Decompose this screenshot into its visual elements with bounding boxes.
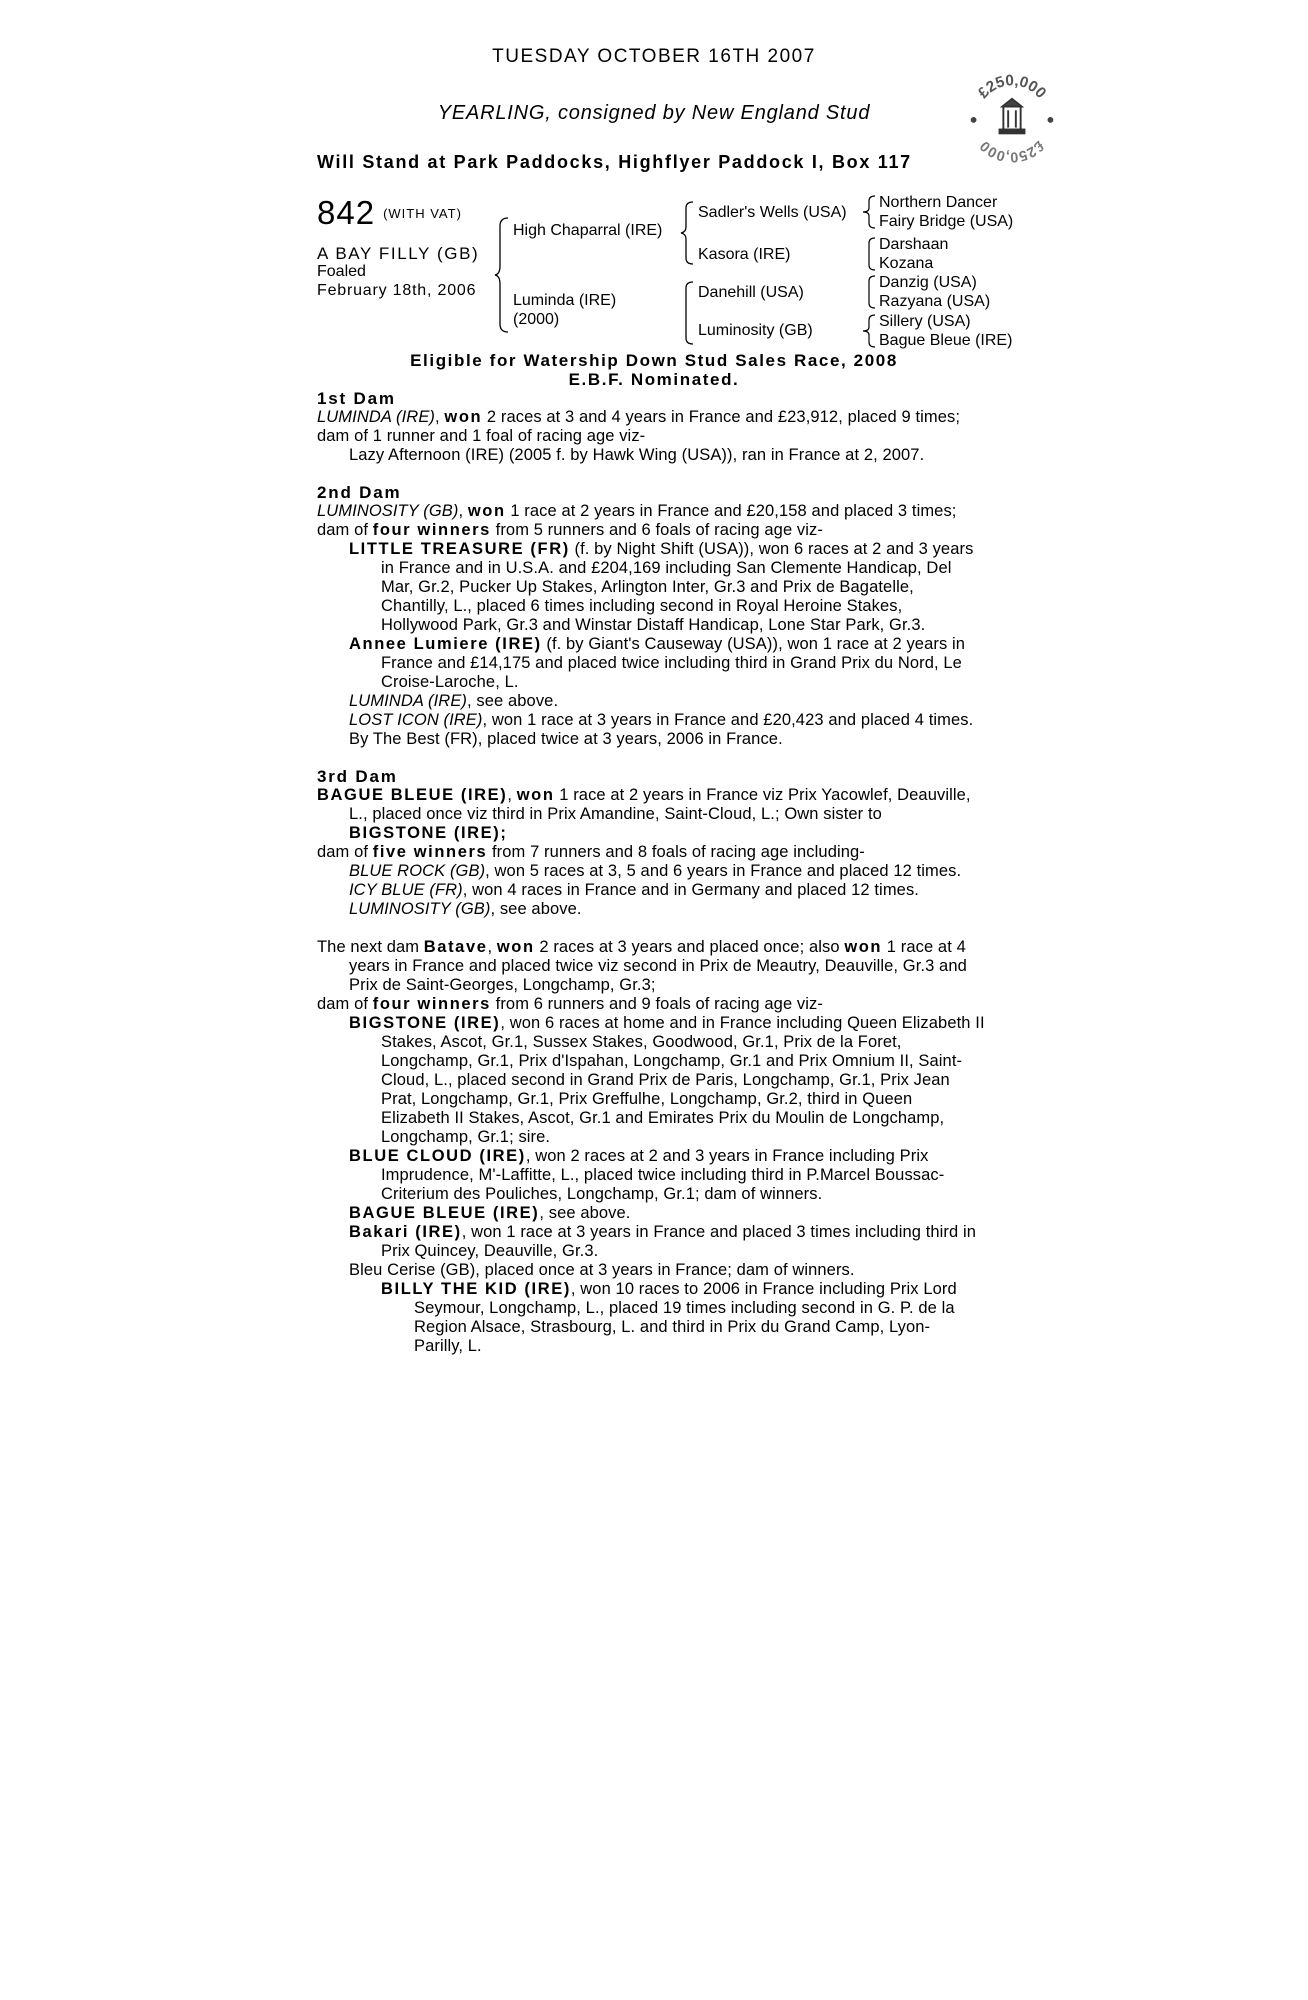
first-dam-heading: 1st Dam	[317, 389, 396, 408]
pedigree-g3-6: Razyana (USA)	[879, 293, 991, 310]
pedigree-g3-3: Darshaan	[879, 236, 949, 253]
pedigree-bracket-g3-2	[862, 236, 878, 272]
pedigree-bracket-g3-3	[862, 274, 878, 310]
pedigree-g3-1: Northern Dancer	[879, 194, 998, 211]
pedigree-g3-7: Sillery (USA)	[879, 313, 971, 330]
pedigree-g3-8: Bague Bleue (IRE)	[879, 332, 1013, 349]
produce-blue-cloud: BLUE CLOUD (IRE)	[349, 1147, 526, 1165]
stand-location: Will Stand at Park Paddocks, Highflyer Paddock I, Box 117	[317, 152, 912, 172]
produce-bigstone: BIGSTONE (IRE)	[349, 1014, 501, 1032]
lot-description: A BAY FILLY (GB)	[317, 244, 480, 263]
pedigree-bracket-dam	[679, 280, 697, 346]
pedigree-sire-sire: Sadler's Wells (USA)	[698, 204, 847, 221]
pedigree-bracket-g3-4	[862, 313, 878, 349]
third-dam-heading: 3rd Dam	[317, 767, 398, 786]
third-dam-section: 3rd Dam BAGUE BLEUE (IRE), won 1 race at 2 years in France viz Prix Yacowlef, Deauville, L., placed once viz third in Prix Amandine, Saint-Cloud, L.; Own sister to BIGSTONE (IRE); dam of five winners from 7 runners and 8 foals of racing age including- BLUE ROCK (GB), won 5 races at 3, 5 and 6 years in France and placed 12 times. ICY BLUE (FR), won 4 races in France and in Germany and placed 12 times. LUMINOSITY (GB), see above.	[317, 767, 999, 919]
svg-text:£250,000: £250,000	[977, 137, 1047, 165]
lot-number: 842	[317, 194, 376, 231]
pedigree-sire: High Chaparral (IRE)	[513, 222, 663, 239]
pedigree-dam-year: (2000)	[513, 311, 560, 328]
pedigree-dam-dam: Luminosity (GB)	[698, 322, 813, 339]
pedigree-g3-4: Kozana	[879, 255, 934, 272]
sale-date: TUESDAY OCTOBER 16TH 2007	[492, 46, 816, 67]
pedigree-bracket-sire	[679, 200, 697, 266]
consignor-line: YEARLING, consigned by New England Stud	[437, 102, 871, 124]
ebf-nomination: E.B.F. Nominated.	[568, 370, 740, 389]
svg-text:£250,000: £250,000	[974, 72, 1050, 102]
produce-bleu-cerise: Bleu Cerise (GB), placed once at 3 years in France; dam of winners.	[349, 1261, 855, 1279]
produce-billy-the-kid: BILLY THE KID (IRE)	[381, 1280, 571, 1298]
produce-bakari: Bakari (IRE)	[349, 1223, 462, 1241]
second-dam-heading: 2nd Dam	[317, 483, 402, 502]
next-dam-section: The next dam Batave, won 2 races at 3 years and placed once; also won 1 race at 4 years in France and placed twice viz second in Prix de Meautry, Deauville, Gr.3 and Prix de Saint-Georges, Longchamp, Gr.3; dam of four winners from 6 runners and 9 foals of racing age viz- BIGSTONE (IRE), won 6 races at home and in France including Queen Elizabeth II Stakes, Ascot, Gr.1, Sussex Stakes, Goodwood, Gr.1, Prix de la Foret, Longchamp, Gr.1, Prix d'Ispahan, Longchamp, Gr.1 and Prix Omnium II, Saint- Cloud, L., placed second in Grand Prix de Paris, Longchamp, Gr.1, Prix Jean Prat, Longchamp, Gr.1, Prix Greffulhe, Longchamp, Gr.2, third in Queen Elizabeth II Stakes, Ascot, Gr.1 and Emirates Prix du Moulin de Longchamp, Longchamp, Gr.1; sire. BLUE CLOUD (IRE), won 2 races at 2 and 3 years in France including Prix Imprudence, M'-Laffitte, L., placed twice including third in P.Marcel Boussac- Criterium des Pouliches, Longchamp, Gr.1; dam of winners. BAGUE BLEUE (IRE), see above. Bakari (IRE), won 1 race at 3 years in France and placed 3 times including third in Prix Quincey, Deauville, Gr.3. Bleu Cerise (GB), placed once at 3 years in France; dam of winners. BILLY THE KID (IRE), won 10 races to 2006 in France including Prix Lord Seymour, Longchamp, L., placed 19 times including second in G. P. de la Region Alsace, Strasbourg, L. and third in Prix du Grand Camp, Lyon- Parilly, L.	[317, 938, 999, 1356]
eligibility-line: Eligible for Watership Down Stud Sales Race, 2008	[410, 351, 898, 370]
first-dam-section: 1st Dam LUMINDA (IRE), won 2 races at 3 and 4 years in France and £23,912, placed 9 times; dam of 1 runner and 1 foal of racing age viz- Lazy Afternoon (IRE) (2005 f. by Hawk Wing (USA)), ran in France at 2, 2007.	[317, 389, 999, 465]
lot-number-line	[317, 194, 462, 232]
pedigree-dam-sire: Danehill (USA)	[698, 284, 804, 301]
foaled-date: February 18th, 2006	[317, 282, 477, 299]
second-dam-section: 2nd Dam LUMINOSITY (GB), won 1 race at 2 years in France and £20,158 and placed 3 times; dam of four winners from 5 runners and 6 foals of racing age viz- LITTLE TREASURE (FR) (f. by Night Shift (USA)), won 6 races at 2 and 3 years in France and in U.S.A. and £204,169 including San Clemente Handicap, Del Mar, Gr.2, Pucker Up Stakes, Arlington Inter, Gr.3 and Prix de Bagatelle, Chantilly, L., placed 6 times including second in Royal Heroine Stakes, Hollywood Park, Gr.3 and Winstar Distaff Handicap, Lone Star Park, Gr.3. Annee Lumiere (IRE) (f. by Giant's Causeway (USA)), won 1 race at 2 years in France and £14,175 and placed twice including third in Grand Prix du Nord, Le Croise-Laroche, L. LUMINDA (IRE), see above. LOST ICON (IRE), won 1 race at 3 years in France and £20,423 and placed 4 times. By The Best (FR), placed twice at 3 years, 2006 in France.	[317, 483, 999, 749]
foaled-label: Foaled	[317, 263, 366, 280]
produce-annee-lumiere: Annee Lumiere (IRE)	[349, 635, 542, 653]
pedigree-bracket-g3-1	[862, 194, 878, 230]
pedigree-bracket-gen1	[494, 216, 514, 334]
pedigree-sire-dam: Kasora (IRE)	[698, 246, 791, 263]
pedigree-g3-5: Danzig (USA)	[879, 274, 977, 291]
pedigree-dam: Luminda (IRE)	[513, 292, 617, 309]
vat-note: (WITH VAT)	[383, 206, 462, 221]
produce-little-treasure: LITTLE TREASURE (FR)	[349, 540, 570, 558]
price-stamp-seal-icon	[964, 70, 1060, 166]
first-dam-produce: Lazy Afternoon (IRE) (2005 f. by Hawk Wing (USA)), ran in France at 2, 2007.	[349, 446, 925, 464]
first-dam-name: LUMINDA (IRE)	[317, 408, 436, 426]
pedigree-g3-2: Fairy Bridge (USA)	[879, 213, 1014, 230]
